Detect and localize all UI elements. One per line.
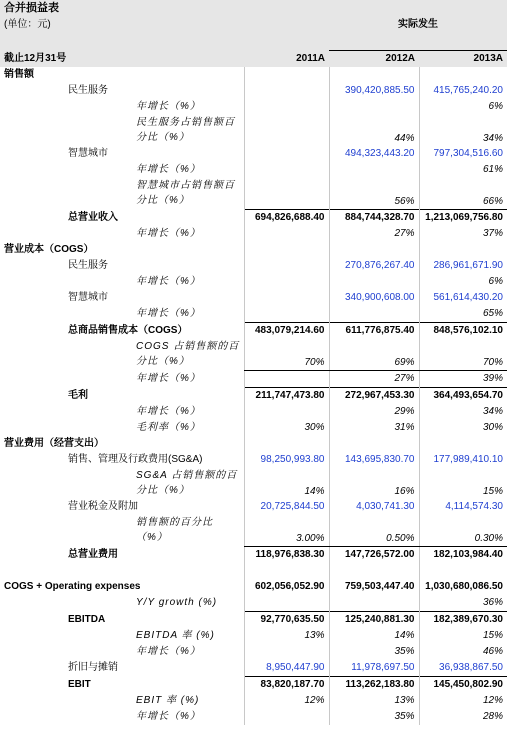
cell-2012a — [329, 306, 419, 323]
cell-2013a: 415,765,240.20 — [419, 83, 507, 99]
table-row — [0, 420, 507, 436]
cell-2011a — [244, 162, 329, 178]
row-label: 民生服务占销售额百分比（%） — [136, 117, 235, 143]
cell-2013a: 61% — [419, 162, 507, 178]
table-row — [0, 644, 507, 660]
cell-2011a: 70% — [244, 339, 329, 371]
table-row — [0, 67, 507, 83]
cell-2011a — [244, 290, 329, 306]
cell-2011a: 98,250,993.80 — [244, 452, 329, 468]
cell-2013a: 66% — [419, 178, 507, 210]
row-label: 总商品销售成本（COGS） — [68, 324, 188, 336]
row-label: 年增长（%） — [136, 276, 201, 287]
cell-2012a: 125,240,881.30 — [329, 611, 419, 628]
table-row — [0, 387, 507, 404]
table-row — [0, 209, 507, 226]
cell-2011a: 30% — [244, 420, 329, 436]
table-row — [0, 579, 507, 595]
cell-2012a — [329, 595, 419, 612]
row-label: EBIT — [68, 678, 91, 690]
cell-2013a: 6% — [419, 274, 507, 290]
cell-2011a — [244, 563, 329, 579]
table-row — [0, 468, 507, 499]
cell-2012a — [329, 162, 419, 178]
cell-2011a: 20,725,844.50 — [244, 499, 329, 515]
row-label: EBITDA 率 (%) — [136, 630, 215, 641]
cell-2012a — [329, 436, 419, 452]
cell-2013a: 34% — [419, 404, 507, 420]
cell-2011a: 83,820,187.70 — [244, 676, 329, 693]
cell-2011a: 118,976,838.30 — [244, 546, 329, 563]
cell-2012a: 69% — [329, 339, 419, 371]
cell-2013a: 0.30% — [419, 515, 507, 547]
cell-2011a: 13% — [244, 628, 329, 644]
cell-2011a — [244, 595, 329, 612]
table-row — [0, 563, 507, 579]
row-label: 毛利率（%） — [136, 422, 201, 433]
cell-2011a: 8,950,447.90 — [244, 660, 329, 677]
row-label: SG&A 占销售额的百分比（%） — [136, 470, 238, 496]
cell-2011a: 483,079,214.60 — [244, 322, 329, 339]
cell-2011a: 14% — [244, 468, 329, 499]
cell-2011a — [244, 709, 329, 725]
table-row — [0, 611, 507, 628]
cell-2013a: 286,961,671.90 — [419, 258, 507, 274]
cell-2013a: 39% — [419, 370, 507, 387]
cell-2013a: 182,389,670.30 — [419, 611, 507, 628]
cell-2013a: 46% — [419, 644, 507, 660]
table-row — [0, 274, 507, 290]
cell-2011a — [244, 436, 329, 452]
cell-2012a: 44% — [329, 115, 419, 146]
cell-2012a: 390,420,885.50 — [329, 83, 419, 99]
cell-2012a: 272,967,453.30 — [329, 387, 419, 404]
row-label: EBITDA — [68, 613, 106, 625]
cell-2012a — [329, 274, 419, 290]
row-label: 民生服务 — [68, 260, 108, 271]
table-row — [0, 83, 507, 99]
row-label: 销售、管理及行政费用(SG&A) — [68, 454, 203, 465]
cell-2011a — [244, 146, 329, 162]
cell-2011a: 3.00% — [244, 515, 329, 547]
year-2011-header: 2011A — [296, 52, 325, 64]
cell-2013a: 797,304,516.60 — [419, 146, 507, 162]
cell-2011a — [244, 404, 329, 420]
row-label: 营业费用（经营支出） — [4, 438, 104, 449]
row-label: 营业成本（COGS） — [4, 244, 94, 255]
cell-2013a: 364,493,654.70 — [419, 387, 507, 404]
table-row — [0, 339, 507, 371]
row-label: 营业税金及附加 — [68, 501, 138, 512]
actual-label: 实际发生 — [398, 18, 438, 30]
table-row — [0, 258, 507, 274]
cell-2011a — [244, 258, 329, 274]
cell-2011a — [244, 67, 329, 83]
cell-2012a: 0.50% — [329, 515, 419, 547]
cell-2011a — [244, 99, 329, 115]
cell-2013a: 177,989,410.10 — [419, 452, 507, 468]
table-row — [0, 178, 507, 210]
cell-2011a — [244, 370, 329, 387]
row-label: EBIT 率 (%) — [136, 695, 200, 706]
cell-2012a — [329, 563, 419, 579]
row-label: 折旧与摊销 — [68, 662, 118, 674]
table-row — [0, 146, 507, 162]
cell-2012a: 147,726,572.00 — [329, 546, 419, 563]
cell-2011a: 602,056,052.90 — [244, 579, 329, 595]
cell-2013a: 1,213,069,756.80 — [419, 209, 507, 226]
row-label: 年增长（%） — [136, 101, 201, 112]
table-row — [0, 115, 507, 146]
row-label: 总营业收入 — [68, 211, 118, 223]
row-label: 总营业费用 — [68, 548, 118, 560]
cell-2013a: 848,576,102.10 — [419, 322, 507, 339]
cell-2013a: 12% — [419, 693, 507, 709]
cell-2013a: 65% — [419, 306, 507, 323]
cell-2012a: 143,695,830.70 — [329, 452, 419, 468]
table-row — [0, 370, 507, 387]
cell-2013a: 70% — [419, 339, 507, 371]
cell-2012a: 27% — [329, 226, 419, 242]
cell-2012a: 13% — [329, 693, 419, 709]
row-label: 年增长（%） — [136, 228, 201, 239]
table-row — [0, 322, 507, 339]
cell-2013a: 36% — [419, 595, 507, 612]
cell-2013a: 28% — [419, 709, 507, 725]
cell-2011a — [244, 83, 329, 99]
table-row — [0, 306, 507, 323]
cell-2013a: 4,114,574.30 — [419, 499, 507, 515]
row-label: 民生服务 — [68, 85, 108, 96]
row-label: 年增长（%） — [136, 646, 201, 657]
cell-2013a: 145,450,802.90 — [419, 676, 507, 693]
cell-2012a: 611,776,875.40 — [329, 322, 419, 339]
row-label: 年增长（%） — [136, 406, 201, 417]
cell-2013a: 561,614,430.20 — [419, 290, 507, 306]
table-row — [0, 660, 507, 677]
cell-2011a — [244, 178, 329, 210]
cell-2013a: 37% — [419, 226, 507, 242]
table-row — [0, 226, 507, 242]
cell-2011a: 694,826,688.40 — [244, 209, 329, 226]
cell-2011a: 12% — [244, 693, 329, 709]
table-row — [0, 290, 507, 306]
table-row — [0, 628, 507, 644]
cell-2012a — [329, 99, 419, 115]
cell-2013a — [419, 436, 507, 452]
cell-2013a — [419, 242, 507, 258]
cell-2011a — [244, 274, 329, 290]
cell-2012a: 884,744,328.70 — [329, 209, 419, 226]
cell-2012a — [329, 67, 419, 83]
cell-2011a — [244, 644, 329, 660]
cell-2012a — [329, 242, 419, 258]
row-label: 智慧城市 — [68, 292, 108, 303]
cell-2012a: 56% — [329, 178, 419, 210]
table-row — [0, 404, 507, 420]
cell-2013a: 15% — [419, 628, 507, 644]
year-2013-header: 2013A — [473, 53, 503, 64]
date-label: 截止12月31号 — [4, 52, 67, 64]
row-label: 年增长（%） — [136, 164, 201, 175]
cell-2012a: 27% — [329, 370, 419, 387]
cell-2013a: 182,103,984.40 — [419, 546, 507, 563]
row-label: 销售额 — [4, 69, 34, 80]
table-row — [0, 436, 507, 452]
table-row — [0, 546, 507, 563]
table-row — [0, 676, 507, 693]
cell-2012a: 35% — [329, 644, 419, 660]
table-row — [0, 499, 507, 515]
row-label: 智慧城市占销售额百分比（%） — [136, 180, 235, 207]
cell-2013a — [419, 563, 507, 579]
cell-2013a: 15% — [419, 468, 507, 499]
sheet-title: 合并损益表 — [4, 1, 59, 14]
row-label: Y/Y growth (%) — [136, 597, 218, 609]
cell-2012a: 4,030,741.30 — [329, 499, 419, 515]
cell-2011a — [244, 115, 329, 146]
cell-2012a: 759,503,447.40 — [329, 579, 419, 595]
row-label — [0, 563, 244, 579]
cell-2013a: 30% — [419, 420, 507, 436]
year-2012-header: 2012A — [385, 53, 415, 64]
unit-label: (单位：元) — [4, 18, 51, 30]
cell-2013a: 1,030,680,086.50 — [419, 579, 507, 595]
row-label: COGS 占销售额的百分比（%） — [136, 341, 240, 368]
cell-2011a — [244, 242, 329, 258]
row-label: 毛利 — [68, 389, 88, 401]
cell-2012a: 16% — [329, 468, 419, 499]
cell-2012a: 29% — [329, 404, 419, 420]
table-row — [0, 452, 507, 468]
cell-2011a — [244, 306, 329, 323]
row-label: 智慧城市 — [68, 148, 108, 159]
cell-2013a: 34% — [419, 115, 507, 146]
cell-2012a: 35% — [329, 709, 419, 725]
row-label: 年增长（%） — [136, 308, 201, 320]
cell-2012a: 11,978,697.50 — [329, 660, 419, 677]
cell-2012a: 14% — [329, 628, 419, 644]
cell-2012a: 113,262,183.80 — [329, 676, 419, 693]
cell-2013a — [419, 67, 507, 83]
cell-2011a: 92,770,635.50 — [244, 611, 329, 628]
cell-2013a: 6% — [419, 99, 507, 115]
row-label: COGS + Operating expenses — [4, 581, 141, 592]
table-row — [0, 99, 507, 115]
table-row — [0, 693, 507, 709]
cell-2013a: 36,938,867.50 — [419, 660, 507, 677]
table-row — [0, 595, 507, 612]
cell-2012a: 31% — [329, 420, 419, 436]
cell-2011a — [244, 226, 329, 242]
table-row — [0, 709, 507, 725]
table-row — [0, 242, 507, 258]
cell-2011a: 211,747,473.80 — [244, 387, 329, 404]
row-label: 销售额的百分比（%） — [136, 517, 213, 544]
table-row — [0, 162, 507, 178]
cell-2012a: 270,876,267.40 — [329, 258, 419, 274]
table-row — [0, 515, 507, 547]
row-label: 年增长（%） — [136, 373, 201, 384]
row-label: 年增长（%） — [136, 711, 201, 722]
cell-2012a: 494,323,443.20 — [329, 146, 419, 162]
cell-2012a: 340,900,608.00 — [329, 290, 419, 306]
